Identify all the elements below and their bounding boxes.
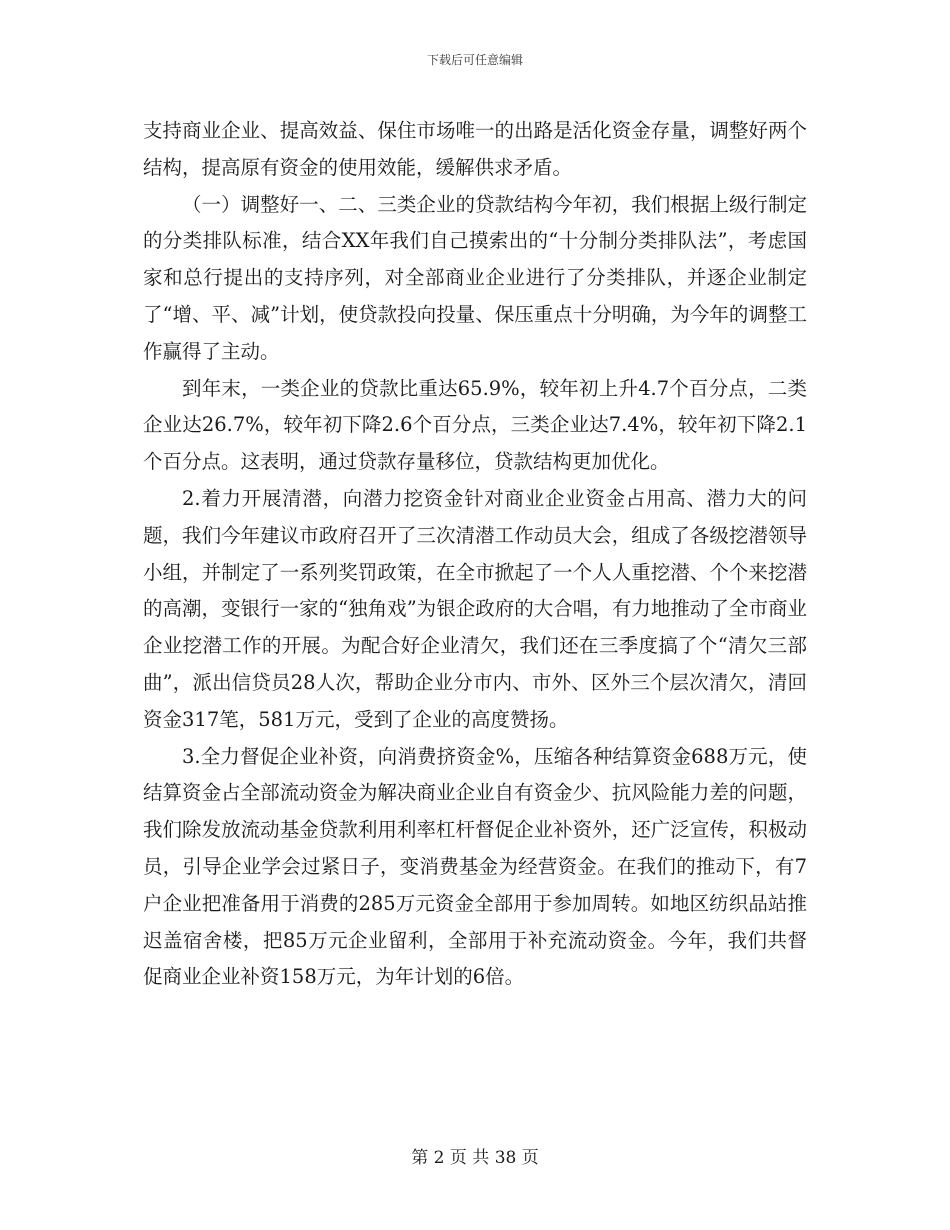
- paragraph: 支持商业企业、提高效益、保住市场唯一的出路是活化资金存量，调整好两个结构，提高原有资金的使用效能，缓解供求矛盾。: [143, 119, 807, 179]
- paragraph: （一）调整好一、二、三类企业的贷款结构今年初，我们根据上级行制定的分类排队标准，结合XX年我们自己摸索出的“十分制分类排队法”，考虑国家和总行提出的支持序列，对全部商业企业进行了分类排队，并逐企业制定了“增、平、减”计划，使贷款投向投量、保压重点十分明确，为今年的调整工作赢得了主动。: [143, 192, 807, 363]
- paragraph: 3.全力督促企业补资，向消费挤资金%，压缩各种结算资金688万元，使结算资金占全部流动资金为解决商业企业自有资金少、抗风险能力差的问题，我们除发放流动基金贷款利用利率杠杆督促企业补资外，还广泛宣传，积极动员，引导企业学会过紧日子，变消费基金为经营资金。在我们的推动下，有7户企业把准备用于消费的285万元资金全部用于参加周转。如地区纺织品站推迟盖宿舍楼，把85万元企业留利，全部用于补充流动资金。今年，我们共督促商业企业补资158万元，为年计划的6倍。: [143, 744, 807, 989]
- page-header: 下载后可任意编辑: [426, 53, 523, 67]
- paragraph: 2.着力开展清潜，向潜力挖资金针对商业企业资金占用高、潜力大的问题，我们今年建议市政府召开了三次清潜工作动员大会，组成了各级挖潜领导小组，并制定了一系列奖罚政策，在全市掀起了一个人人重挖潜、个个来挖潜的高潮，变银行一家的“独角戏”为银企政府的大合唱，有力地推动了全市商业企业挖潜工作的开展。为配合好企业清欠，我们还在三季度搞了个“清欠三部曲”，派出信贷员28人次，帮助企业分市内、市外、区外三个层次清欠，清回资金317笔，581万元，受到了企业的高度赞扬。: [143, 486, 807, 731]
- paragraph: 到年末，一类企业的贷款比重达65.9%，较年初上升4.7个百分点，二类企业达26.7%，较年初下降2.6个百分点，三类企业达7.4%，较年初下降2.1个百分点。这表明，通过贷款存量移位，贷款结构更加优化。: [143, 376, 807, 474]
- page-number: 第 2 页 共 38 页: [411, 1148, 539, 1168]
- document-body: [143, 113, 807, 996]
